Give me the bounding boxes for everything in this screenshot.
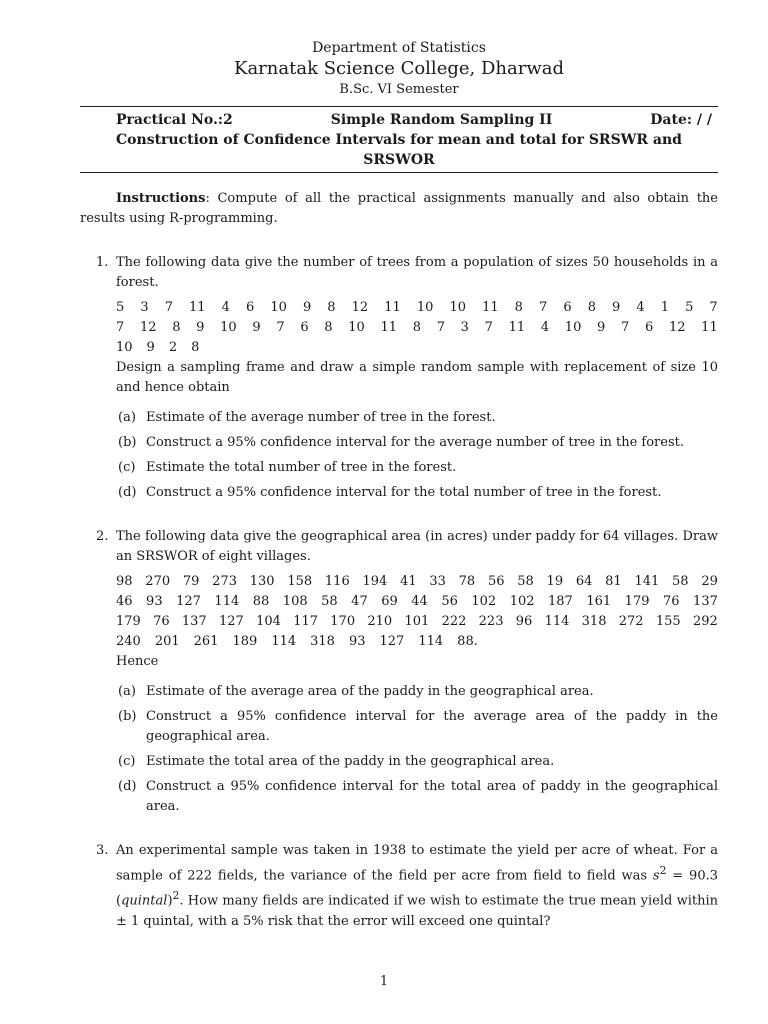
sub-label: (d) xyxy=(118,779,137,794)
data-value: 158 xyxy=(287,574,313,589)
data-value: 116 xyxy=(324,574,350,589)
data-row xyxy=(116,592,718,612)
question-number: 3. xyxy=(96,843,109,858)
data-value: 6 xyxy=(300,320,309,335)
data-value: 127 xyxy=(176,594,201,609)
data-value: 47 xyxy=(351,594,368,609)
sub-question-b xyxy=(116,707,718,747)
data-value: 81 xyxy=(605,574,622,589)
data-value: 141 xyxy=(634,574,660,589)
data-value: 10 xyxy=(116,340,133,355)
question-1 xyxy=(80,253,718,503)
data-value: 114 xyxy=(271,634,297,649)
data-value: 102 xyxy=(509,594,535,609)
instructions xyxy=(80,189,718,229)
data-value: 8 xyxy=(327,300,336,315)
data-value: 7 xyxy=(436,320,445,335)
sub-text: Estimate the total area of the paddy in the geographical area. xyxy=(146,754,555,769)
data-value: 272 xyxy=(618,614,644,629)
data-value: 187 xyxy=(548,594,573,609)
data-value: 194 xyxy=(362,574,388,589)
data-value: 79 xyxy=(182,574,200,589)
data-value: 12 xyxy=(668,320,686,335)
bottom-rule xyxy=(80,172,718,173)
data-value: 8 xyxy=(324,320,333,335)
question-2 xyxy=(80,527,718,817)
data-row xyxy=(116,318,718,338)
data-value: 11 xyxy=(384,300,401,315)
data-value: 12 xyxy=(351,300,369,315)
data-value: 137 xyxy=(693,594,718,609)
data-value: 102 xyxy=(471,594,497,609)
sub-question-d xyxy=(116,777,718,817)
sub-question-a xyxy=(116,408,718,428)
data-row xyxy=(116,632,718,652)
question-text-after: . How many fields are indicated if we wish to estimate the true mean yield within ± 1 quintal, with a 5% risk that the error will exceed one quintal? xyxy=(116,893,718,929)
data-value: 12 xyxy=(139,320,157,335)
data-value: 179 xyxy=(116,614,141,629)
data-value: 11 xyxy=(380,320,398,335)
data-value: 155 xyxy=(655,614,681,629)
data-value: 114 xyxy=(544,614,570,629)
data-row xyxy=(116,298,718,318)
formula-unit: quintal xyxy=(121,893,168,909)
data-value: 7 xyxy=(164,300,173,315)
data-value: 3 xyxy=(140,300,149,315)
data-value: 3 xyxy=(460,320,469,335)
data-value: 9 xyxy=(612,300,621,315)
formula-equals: = 90.3 ( xyxy=(116,868,718,909)
data-value: 7 xyxy=(709,300,718,315)
data-value: 44 xyxy=(411,594,428,609)
data-value: 6 xyxy=(644,320,654,335)
data-value: 161 xyxy=(586,594,612,609)
data-value: 117 xyxy=(293,614,319,629)
question-hence: Hence xyxy=(116,654,159,669)
data-value: 179 xyxy=(624,594,650,609)
data-value: 318 xyxy=(310,634,335,649)
data-value: 56 xyxy=(441,594,458,609)
data-row xyxy=(116,572,718,592)
data-value: 8 xyxy=(514,300,523,315)
data-value: 9 xyxy=(146,340,155,355)
data-value: 8 xyxy=(191,340,200,355)
data-value: 69 xyxy=(381,594,398,609)
sub-label: (c) xyxy=(118,754,136,769)
data-value: 108 xyxy=(282,594,308,609)
sub-text: Construct a 95% confidence interval for the average number of tree in the forest. xyxy=(146,435,684,450)
sub-label: (d) xyxy=(118,485,137,500)
sub-question-c xyxy=(116,752,718,772)
sub-label: (c) xyxy=(118,460,136,475)
data-value: 11 xyxy=(189,300,206,315)
data-value: 318 xyxy=(581,614,607,629)
top-rule xyxy=(80,106,718,107)
sub-questions xyxy=(116,682,718,817)
data-value: 33 xyxy=(429,574,446,589)
sub-label: (a) xyxy=(118,410,136,425)
semester: B.Sc. VI Semester xyxy=(339,82,459,97)
data-value: 93 xyxy=(348,634,366,649)
question-number: 1. xyxy=(96,255,109,270)
data-value: 114 xyxy=(418,634,444,649)
data-value: 101 xyxy=(404,614,430,629)
sub-text: Estimate of the average area of the paddy in the geographical area. xyxy=(146,684,594,699)
data-value: 56 xyxy=(487,574,505,589)
data-value: 88 xyxy=(252,594,270,609)
data-value: 58 xyxy=(517,574,534,589)
data-value: 104 xyxy=(256,614,281,629)
practical-info-row xyxy=(80,110,718,130)
data-value: 137 xyxy=(181,614,207,629)
instructions-label: Instructions xyxy=(116,191,206,206)
practical-number: Practical No.:2 xyxy=(116,112,233,128)
page-number: 1 xyxy=(379,974,389,989)
question-intro: The following data give the geographical area (in acres) under paddy for 64 villages. Draw an SRSWOR of eight villages. xyxy=(116,529,718,564)
sub-question-c xyxy=(116,458,718,478)
question-text-before: An experimental sample was taken in 1938 to estimate the yield per acre of wheat. For a sample of 222 fields, the variance of the field per acre from field to field was xyxy=(116,843,718,884)
data-value: 5 xyxy=(116,300,125,315)
practical-topic: Simple Random Sampling II xyxy=(330,112,553,128)
data-value: 10 xyxy=(416,300,434,315)
data-value: 93 xyxy=(146,594,163,609)
data-value: 223 xyxy=(478,614,504,629)
data-value: 11 xyxy=(508,320,526,335)
data-value: 7 xyxy=(116,320,125,335)
department-name: Department of Statistics xyxy=(312,40,486,56)
data-value: 7 xyxy=(484,320,493,335)
sub-question-a xyxy=(116,682,718,702)
sub-label: (b) xyxy=(118,435,137,450)
data-value: 41 xyxy=(400,574,417,589)
data-value: 8 xyxy=(587,300,596,315)
data-value: 98 xyxy=(116,574,133,589)
data-value: 10 xyxy=(220,320,237,335)
formula-close: ) xyxy=(167,893,173,909)
data-value: 6 xyxy=(245,300,255,315)
formula-exponent-2: 2 xyxy=(172,889,180,903)
data-value: 78 xyxy=(458,574,476,589)
data-value: 11 xyxy=(482,300,499,315)
data-value: 96 xyxy=(515,614,533,629)
data-value: 46 xyxy=(116,594,133,609)
data-value: 64 xyxy=(575,574,593,589)
college-name: Karnatak Science College, Dharwad xyxy=(234,58,564,79)
formula-exponent: 2 xyxy=(659,864,667,877)
data-value: 8 xyxy=(412,320,421,335)
data-value: 7 xyxy=(621,320,630,335)
data-value: 210 xyxy=(367,614,393,629)
data-value: 4 xyxy=(540,320,550,335)
data-value: 4 xyxy=(636,300,645,315)
formula-variable: s xyxy=(652,868,660,884)
data-value: 261 xyxy=(193,634,219,649)
data-value: 10 xyxy=(564,320,582,335)
data-value: 9 xyxy=(597,320,606,335)
data-value: 130 xyxy=(249,574,275,589)
data-value: 19 xyxy=(546,574,564,589)
sub-question-d xyxy=(116,483,718,503)
data-value: 58 xyxy=(321,594,338,609)
data-value: 58 xyxy=(672,574,689,589)
data-value: 11 xyxy=(701,320,718,335)
data-value: 1 xyxy=(660,300,670,315)
data-value: 9 xyxy=(302,300,312,315)
instructions-text: : Compute of all the practical assignments manually and also obtain the results using R-programming. xyxy=(80,191,718,226)
practical-date: Date: / / xyxy=(650,112,712,128)
sub-label: (a) xyxy=(118,684,136,699)
document-page xyxy=(80,38,718,932)
data-value: 292 xyxy=(692,614,718,629)
data-value: 10 xyxy=(449,300,466,315)
data-value: 7 xyxy=(539,300,548,315)
data-value: 127 xyxy=(379,634,405,649)
data-value: 8 xyxy=(172,320,181,335)
sub-text: Estimate the total number of tree in the forest. xyxy=(146,460,457,475)
question-3 xyxy=(80,841,718,932)
data-row xyxy=(116,612,718,632)
practical-title: Construction of Confidence Intervals for mean and total for SRSWR and SRSWOR xyxy=(116,132,682,168)
question-number: 2. xyxy=(96,529,109,544)
data-value: 127 xyxy=(219,614,244,629)
data-value: 6 xyxy=(563,300,572,315)
data-value: 4 xyxy=(221,300,230,315)
data-value: 10 xyxy=(270,300,287,315)
data-row xyxy=(116,338,718,358)
data-value: 270 xyxy=(145,574,171,589)
data-value: 201 xyxy=(154,634,180,649)
data-value: 170 xyxy=(330,614,356,629)
sub-text: Construct a 95% confidence interval for the total area of paddy in the geographical area. xyxy=(146,779,718,814)
data-value: 2 xyxy=(168,340,178,355)
data-value: 10 xyxy=(348,320,365,335)
tree-data xyxy=(116,298,718,358)
paddy-data xyxy=(116,572,718,652)
sub-label: (b) xyxy=(118,709,137,724)
data-value: 240 xyxy=(116,634,141,649)
data-value: 76 xyxy=(153,614,170,629)
sub-text: Construct a 95% confidence interval for the average area of the paddy in the geographical area. xyxy=(146,709,718,744)
data-value: 7 xyxy=(276,320,285,335)
data-value: 189 xyxy=(232,634,258,649)
data-value: 88. xyxy=(457,634,478,649)
question-text xyxy=(116,841,718,932)
question-design: Design a sampling frame and draw a simple random sample with replacement of size 10 and hence obtain xyxy=(116,360,718,395)
data-value: 222 xyxy=(441,614,467,629)
data-value: 76 xyxy=(663,594,680,609)
sub-text: Estimate of the average number of tree in the forest. xyxy=(146,410,496,425)
data-value: 5 xyxy=(685,300,694,315)
sub-questions xyxy=(116,408,718,503)
sub-text: Construct a 95% confidence interval for the total number of tree in the forest. xyxy=(146,485,662,500)
data-value: 29 xyxy=(701,574,718,589)
data-value: 9 xyxy=(196,320,205,335)
data-value: 273 xyxy=(212,574,237,589)
data-value: 9 xyxy=(252,320,261,335)
data-value: 114 xyxy=(214,594,240,609)
question-intro: The following data give the number of trees from a population of sizes 50 households in a forest. xyxy=(116,255,718,290)
sub-question-b xyxy=(116,433,718,453)
